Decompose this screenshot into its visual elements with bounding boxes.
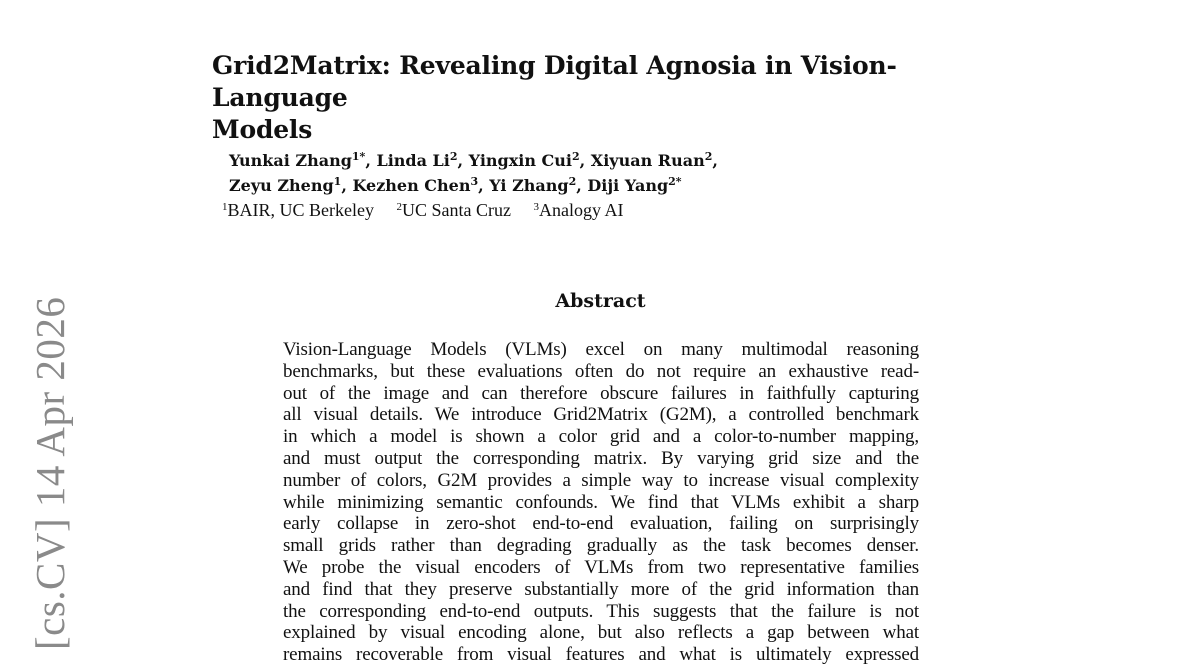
author-name: Yi Zhang (489, 176, 569, 195)
abstract-line: out of the image and can therefore obscure failures in faithfully capturing (283, 382, 919, 404)
affiliation-name: UC Santa Cruz (401, 200, 511, 220)
abstract-line: early collapse in zero-shot end-to-end evaluation, failing on surprisingly (283, 513, 919, 535)
arxiv-stamp-text: [cs.CV] 14 Apr 2026 (27, 296, 73, 650)
affiliation-mark: 3 (533, 201, 539, 213)
author-affiliation-mark: 1* (351, 150, 366, 163)
author-separator: , (712, 151, 718, 170)
abstract-line: the corresponding end-to-end outputs. This suggests that the failure is not (283, 600, 919, 622)
author-separator: , (341, 176, 353, 195)
abstract-line: all visual details. We introduce Grid2Matrix (G2M), a controlled benchmark (283, 404, 919, 426)
abstract-line: and must output the corresponding matrix. By varying grid size and the (283, 447, 919, 469)
author-list (229, 148, 929, 198)
abstract-line: while minimizing semantic confounds. We find that VLMs exhibit a sharp (283, 491, 919, 513)
abstract-line: We probe the visual encoders of VLMs from two representative families (283, 556, 919, 578)
author-name: Linda Li (376, 151, 450, 170)
author-name: Xiyuan Ruan (590, 151, 705, 170)
author-affiliation-mark: 1 (333, 175, 342, 188)
abstract-line: small grids rather than degrading gradually as the task becomes denser. (283, 535, 919, 557)
affiliation (222, 200, 374, 220)
abstract-line: explained by visual encoding alone, but also reflects a gap between what (283, 622, 919, 644)
paper-title (212, 50, 1012, 146)
affiliation-name: BAIR, UC Berkeley (227, 200, 374, 220)
author-line-2 (229, 173, 929, 198)
author-affiliation-mark: 2* (668, 175, 682, 188)
author-line-1 (229, 148, 929, 173)
affiliation-name: Analogy AI (538, 200, 624, 220)
affiliation (533, 200, 623, 220)
author-affiliation-mark: 3 (470, 175, 479, 188)
author-name: Yingxin Cui (468, 151, 572, 170)
author-name: Zeyu Zheng (229, 176, 334, 195)
affiliation-mark: 2 (396, 201, 402, 213)
affiliation-list (222, 198, 641, 222)
author-separator: , (457, 151, 469, 170)
paper-title-line-1: Grid2Matrix: Revealing Digital Agnosia in Vision-Language (212, 51, 897, 112)
abstract-line: Vision-Language Models (VLMs) excel on many multimodal reasoning (283, 339, 919, 360)
abstract-body (283, 339, 919, 666)
author-separator: , (579, 151, 591, 170)
author-affiliation-mark: 2 (571, 150, 580, 163)
author-name: Diji Yang (587, 176, 669, 195)
author-separator: , (365, 151, 377, 170)
abstract-heading (0, 288, 1200, 314)
abstract-line: number of colors, G2M provides a simple way to increase visual complexity (283, 469, 919, 491)
abstract-line: remains recoverable from visual features and what is ultimately expressed (283, 644, 919, 666)
author-name: Yunkai Zhang (229, 151, 352, 170)
author-affiliation-mark: 2 (449, 150, 458, 163)
abstract-line: benchmarks, but these evaluations often do not require an exhaustive read- (283, 360, 919, 382)
paper-title-line-2: Models (212, 115, 313, 144)
author-affiliation-mark: 2 (704, 150, 713, 163)
abstract-line: in which a model is shown a color grid and a color-to-number mapping, (283, 426, 919, 448)
affiliation (396, 200, 510, 220)
abstract-line: and find that they preserve substantially more of the grid information than (283, 578, 919, 600)
author-separator: , (576, 176, 588, 195)
author-separator: , (478, 176, 490, 195)
abstract-heading-text: Abstract (555, 290, 646, 312)
author-name: Kezhen Chen (352, 176, 471, 195)
author-affiliation-mark: 2 (568, 175, 577, 188)
arxiv-stamp (27, 296, 73, 650)
affiliation-mark: 1 (222, 201, 228, 213)
